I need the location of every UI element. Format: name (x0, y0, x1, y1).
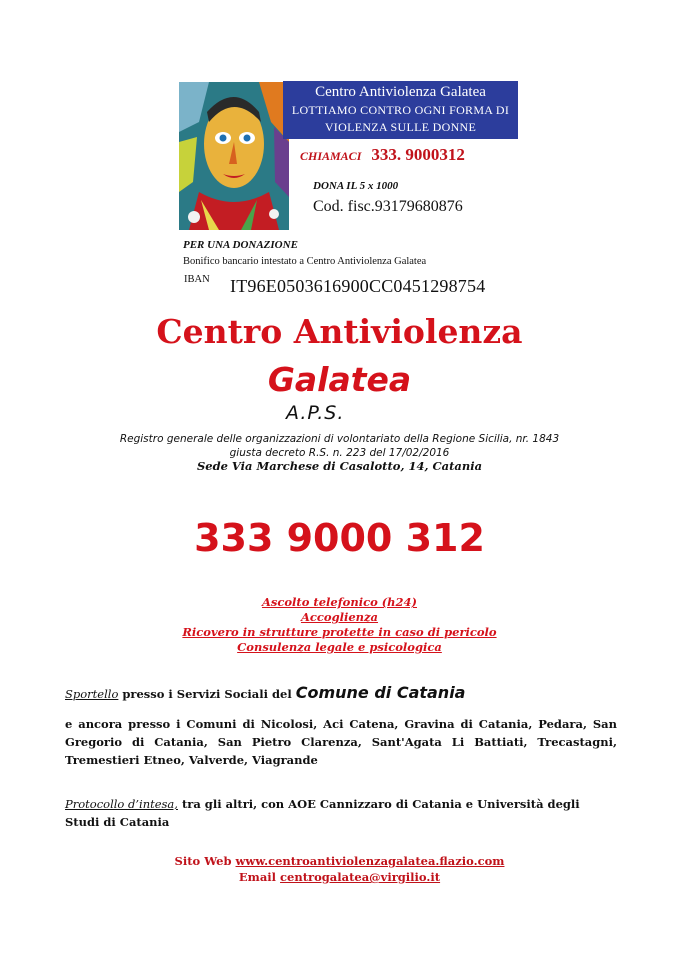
hotline-number: 333 9000 312 (194, 516, 485, 560)
header-banner (283, 81, 518, 139)
donation-heading: PER UNA DONAZIONE (183, 239, 298, 251)
call-us-number: 333. 9000312 (371, 145, 465, 164)
website-link[interactable]: www.centroantiviolenzagalatea.flazio.com (235, 854, 505, 868)
page-title: Centro Antiviolenza (156, 312, 523, 351)
page-subtitle: Galatea (267, 360, 412, 399)
iban-label: IBAN (184, 274, 210, 285)
website-label: Sito Web (174, 854, 236, 868)
headquarters-address: Sede Via Marchese di Casalotto, 14, Catania (196, 459, 483, 473)
email-label: Email (238, 870, 281, 884)
registry-line1: Registro generale delle organizzazioni di volontariato della Regione Sicilia, nr. 1843 (119, 433, 560, 445)
bank-transfer-note: Bonifico bancario intestato a Centro Antiviolenza Galatea (183, 256, 427, 267)
aps-label: A.P.S. (286, 402, 345, 424)
registry-info (0, 432, 679, 460)
email-line (0, 869, 679, 885)
email-link[interactable]: centrogalatea@virgilio.it (280, 870, 441, 884)
banner-title: Centro Antiviolenza Galatea (315, 84, 486, 100)
painted-face-image (179, 82, 289, 230)
service-item: Ricovero in strutture protette in caso di pericolo (182, 625, 497, 639)
sportello-text: presso i Servizi Sociali del (118, 687, 296, 701)
registry-line2: giusta decreto R.S. n. 223 del 17/02/2016 (229, 447, 450, 459)
service-item: Consulenza legale e psicologica (237, 640, 442, 654)
donate-5x1000-label: DONA IL 5 x 1000 (313, 180, 399, 192)
banner-slogan-line1: LOTTIAMO CONTRO OGNI FORMA DI (291, 103, 510, 117)
call-us-label: CHIAMACI (300, 149, 362, 163)
iban-number: IT96E0503616900CC0451298754 (230, 276, 486, 296)
sportello-comune: Comune di Catania (295, 683, 466, 702)
protocol-label: Protocollo d’intesa, (65, 797, 178, 811)
other-municipalities: e ancora presso i Comuni di Nicolosi, Aci Catena, Gravina di Catania, Pedara, San Gregorio di Catania, San Pietro Clarenza, Sant'Agata Li Battiati, Trecastagni, Tremestieri Etneo, Valverde, Viagrande (65, 717, 617, 767)
sportello-line (65, 683, 465, 702)
protocol-paragraph (65, 795, 617, 831)
logo-artwork (179, 82, 289, 230)
fiscal-code: Cod. fisc.93179680876 (313, 198, 463, 215)
website-line (0, 853, 679, 869)
protocol-text: tra gli altri, con AOE Cannizzaro di Catania e Università degli Studi di Catania (65, 797, 580, 829)
service-item: Accoglienza (300, 610, 379, 624)
sportello-label: Sportello (65, 687, 119, 701)
services-list (0, 595, 679, 655)
contact-footer (0, 853, 679, 885)
banner-slogan-line2: VIOLENZA SULLE DONNE (324, 120, 477, 134)
service-item: Ascolto telefonico (h24) (261, 595, 417, 609)
call-us-line (300, 145, 465, 165)
